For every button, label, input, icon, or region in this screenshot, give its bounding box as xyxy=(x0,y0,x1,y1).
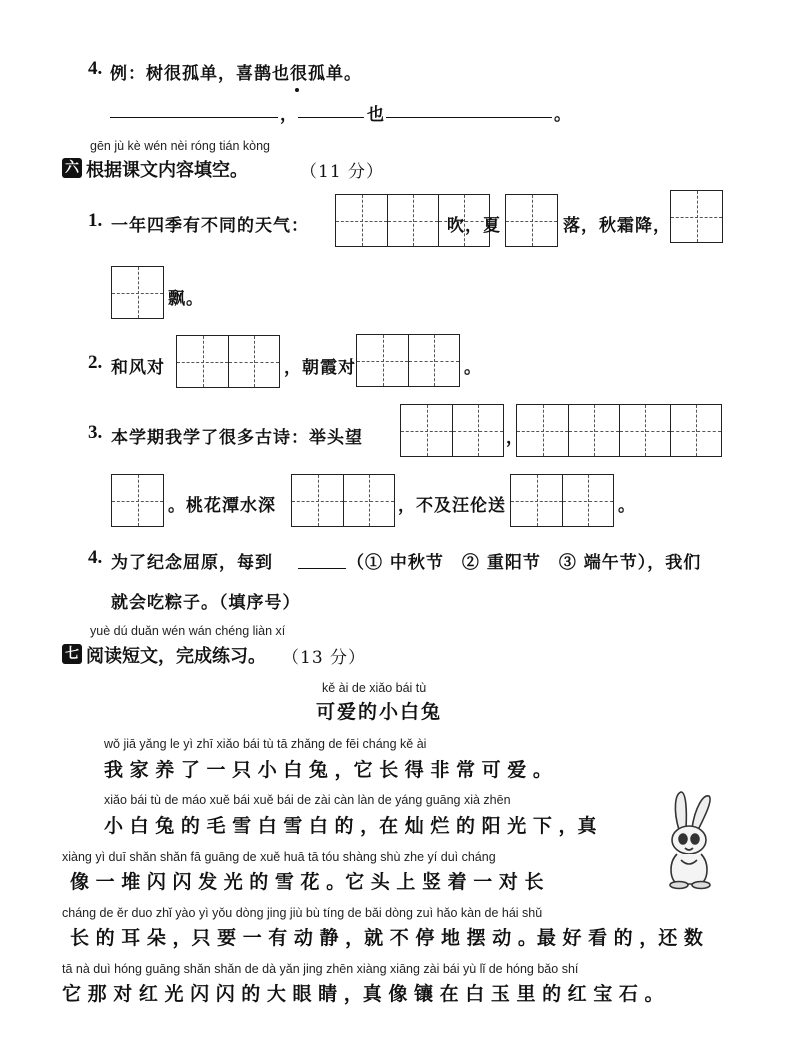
tianzige-box[interactable] xyxy=(510,474,614,527)
tianzige-box[interactable] xyxy=(670,190,723,243)
story-pinyin-line: xiǎo bái tù de máo xuě bái xuě bái de zài càn làn de yáng guāng xià zhēn xyxy=(104,793,511,807)
item-number: 4. xyxy=(88,58,103,79)
rabbit-illustration xyxy=(655,790,725,890)
item-number: 2. xyxy=(88,352,103,373)
question-text: ， xyxy=(506,428,524,448)
story-text-line: 小 白 兔 的 毛 雪 白 雪 白 的 ，在 灿 烂 的 阳 光 下 ，真 xyxy=(104,815,597,837)
emphasis-dot xyxy=(295,88,299,92)
item-number: 3. xyxy=(88,422,103,443)
story-text-line: 它 那 对 红 光 闪 闪 的 大 眼 睛 ，真 像 镶 在 白 玉 里 的 红 宝 石 。 xyxy=(62,983,664,1005)
tianzige-box[interactable] xyxy=(111,266,164,319)
section-pinyin: yuè dú duǎn wén wán chéng liàn xí xyxy=(90,624,286,638)
section-title: 根据课文内容填空。 xyxy=(86,160,248,181)
question-text: 。 xyxy=(464,358,482,378)
tianzige-box[interactable] xyxy=(176,335,280,388)
question-text: ，朝霞对 xyxy=(284,358,356,378)
ye-char: 也 xyxy=(367,105,385,125)
comma: ， xyxy=(280,105,298,125)
tianzige-box[interactable] xyxy=(516,404,722,457)
question-text: ，不及汪伦送 xyxy=(398,496,506,516)
tianzige-box[interactable] xyxy=(111,474,164,527)
answer-blank[interactable] xyxy=(298,568,346,569)
question-text: 飘。 xyxy=(168,289,204,309)
story-title-pinyin: kě ài de xiǎo bái tù xyxy=(322,681,427,695)
example-sentence: 例：树很孤单，喜鹊也很孤单。 xyxy=(110,64,362,84)
story-text-line: 长 的 耳 朵 ，只 要 一 有 动 静 ，就 不 停 地 摆 动 。最 好 看 的 ，还 数 xyxy=(70,927,703,949)
tianzige-box[interactable] xyxy=(291,474,395,527)
question-text: 一年四季有不同的天气： xyxy=(111,216,309,236)
section-pinyin: gēn jù kè wén nèi róng tián kòng xyxy=(90,139,270,153)
item-number: 4. xyxy=(88,547,103,568)
tianzige-box[interactable] xyxy=(505,194,558,247)
question-text: 和风对 xyxy=(111,358,165,378)
question-options: （① 中秋节 ② 重阳节 ③ 端午节），我们 xyxy=(347,553,702,573)
tianzige-box[interactable] xyxy=(356,334,460,387)
question-text: 。桃花潭水深 xyxy=(168,496,276,516)
story-title: 可爱的小白兔 xyxy=(316,701,443,723)
question-text: 就会吃粽子。（填序号） xyxy=(111,593,301,613)
item-number: 1. xyxy=(88,210,103,231)
question-text: 吹，夏 xyxy=(447,216,501,236)
period: 。 xyxy=(554,105,572,125)
tianzige-box[interactable] xyxy=(400,404,504,457)
section-number-badge: 六 xyxy=(62,158,82,178)
section-number-badge: 七 xyxy=(62,644,82,664)
answer-blank[interactable] xyxy=(110,117,278,118)
section-score: （11 分） xyxy=(300,162,385,182)
story-pinyin-line: cháng de ěr duo zhǐ yào yì yǒu dòng jing jiù bù tíng de bǎi dòng zuì hǎo kàn de hái shǔ xyxy=(62,906,543,920)
section-score: （13 分） xyxy=(282,648,367,668)
question-text: 。 xyxy=(618,496,636,516)
story-pinyin-line: wǒ jiā yǎng le yì zhī xiǎo bái tù tā zhǎng de fēi cháng kě ài xyxy=(104,737,427,751)
answer-blank[interactable] xyxy=(298,117,364,118)
story-pinyin-line: tā nà duì hóng guāng shǎn shǎn de dà yǎn jing zhēn xiàng xiāng zài bái yù lǐ de hóng bǎo shí xyxy=(62,962,579,976)
section-title: 阅读短文，完成练习。 xyxy=(86,646,266,667)
question-text: 本学期我学了很多古诗：举头望 xyxy=(111,428,363,448)
story-text-line: 我 家 养 了 一 只 小 白 兔 ，它 长 得 非 常 可 爱 。 xyxy=(104,759,552,781)
answer-blank[interactable] xyxy=(386,117,552,118)
question-text: 为了纪念屈原，每到 xyxy=(111,553,273,573)
question-text: 落，秋霜降， xyxy=(563,216,671,236)
story-text-line: 像 一 堆 闪 闪 发 光 的 雪 花 。它 头 上 竖 着 一 对 长 xyxy=(70,871,544,893)
story-pinyin-line: xiàng yì duī shǎn shǎn fā guāng de xuě huā tā tóu shàng shù zhe yí duì cháng xyxy=(62,850,496,864)
